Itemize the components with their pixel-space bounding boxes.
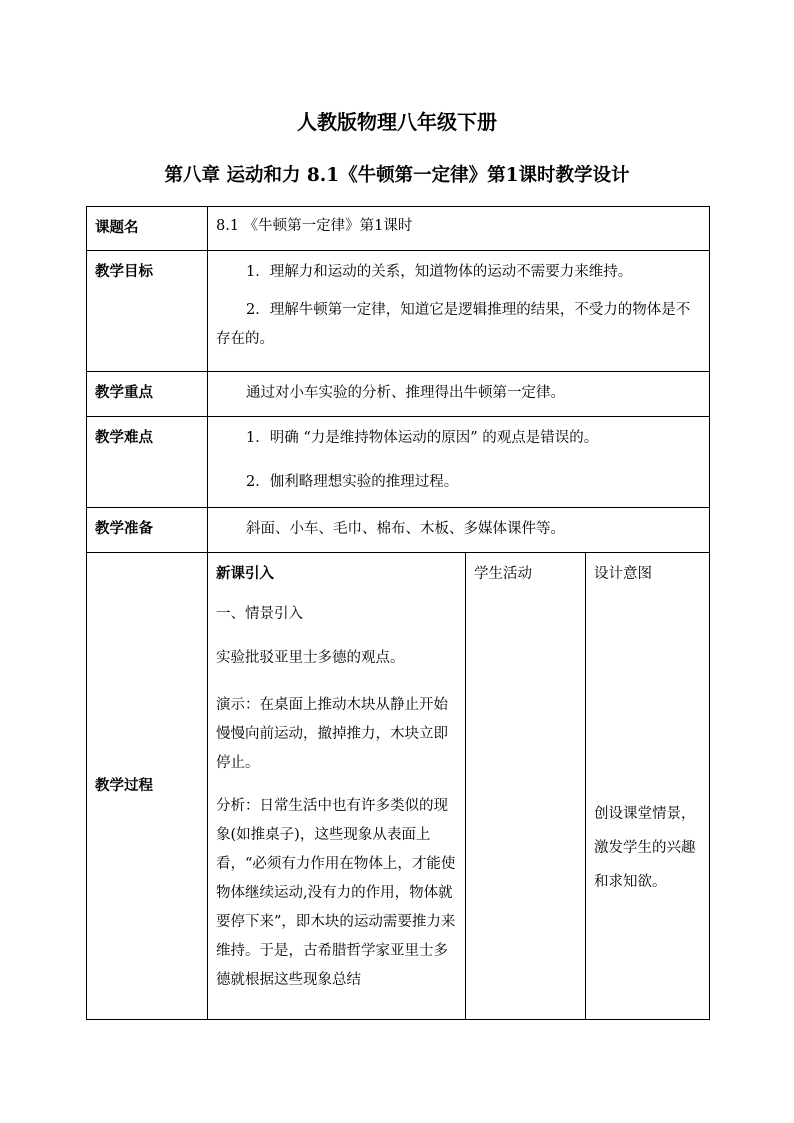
table-row-topic [87, 207, 710, 251]
goal-item-1: 1．理解力和运动的关系，知道物体的运动不需要力来维持。 [246, 264, 633, 280]
difficulty-item-2: 2．伽利略理想实验的推理过程。 [246, 474, 459, 490]
design-intent-text: 创设课堂情景，激发学生的兴趣和求知欲。 [594, 806, 696, 890]
table-row-goals [87, 251, 710, 372]
table-row-focus [87, 372, 710, 417]
topic-label: 课题名 [87, 207, 208, 251]
prep-text: 斜面、小车、毛巾、棉布、木板、多媒体课件等。 [246, 521, 565, 537]
process-paragraph-2: 演示：在桌面上推动木块从静止开始慢慢向前运动，撤掉推力，木块立即停止。 [216, 697, 448, 771]
lesson-plan-table [86, 206, 710, 1020]
difficulty-label: 教学难点 [87, 417, 208, 508]
prep-label: 教学准备 [87, 508, 208, 553]
topic-text: 8.1 《牛顿第一定律》第1课时 [216, 218, 413, 234]
goals-label: 教学目标 [87, 251, 208, 372]
prep-content [208, 508, 710, 553]
process-paragraph-3: 分析：日常生活中也有许多类似的现象(如推桌子)，这些现象从表面上看，“必须有力作用在物体上，才能使物体继续运动,没有力的作用，物体就要停下来”，即木块的运动需要推力来维持。于是，古希腊哲学家亚里士多德就根据这些现象总结 [216, 798, 456, 988]
table-row-prep [87, 508, 710, 553]
focus-content [208, 372, 710, 417]
process-heading: 新课引入 [216, 565, 274, 582]
process-paragraph-1: 实验批驳亚里士多德的观点。 [216, 650, 405, 666]
focus-label: 教学重点 [87, 372, 208, 417]
goal-item-2: 2．理解牛顿第一定律，知道它是逻辑推理的结果，不受力的物体是不存在的。 [216, 302, 691, 347]
table-row-process [87, 553, 710, 1020]
process-label: 教学过程 [87, 553, 208, 1020]
document-title: 人教版物理八年级下册 [297, 110, 497, 134]
student-activity-header: 学生活动 [474, 566, 532, 582]
focus-text: 通过对小车实验的分析、推理得出牛顿第一定律。 [246, 385, 565, 401]
goals-content [208, 251, 710, 372]
topic-value [208, 207, 710, 251]
process-content [208, 553, 466, 1020]
difficulty-content [208, 417, 710, 508]
table-row-difficulty [87, 417, 710, 508]
student-activity-cell [466, 553, 586, 1020]
design-intent-header: 设计意图 [594, 566, 652, 582]
difficulty-item-1: 1．明确 “力是维持物体运动的原因” 的观点是错误的。 [246, 430, 599, 446]
process-section: 一、情景引入 [216, 606, 303, 622]
document-subtitle: 第八章 运动和力 8.1《牛顿第一定律》第1课时教学设计 [164, 165, 630, 186]
design-intent-cell [586, 553, 710, 1020]
